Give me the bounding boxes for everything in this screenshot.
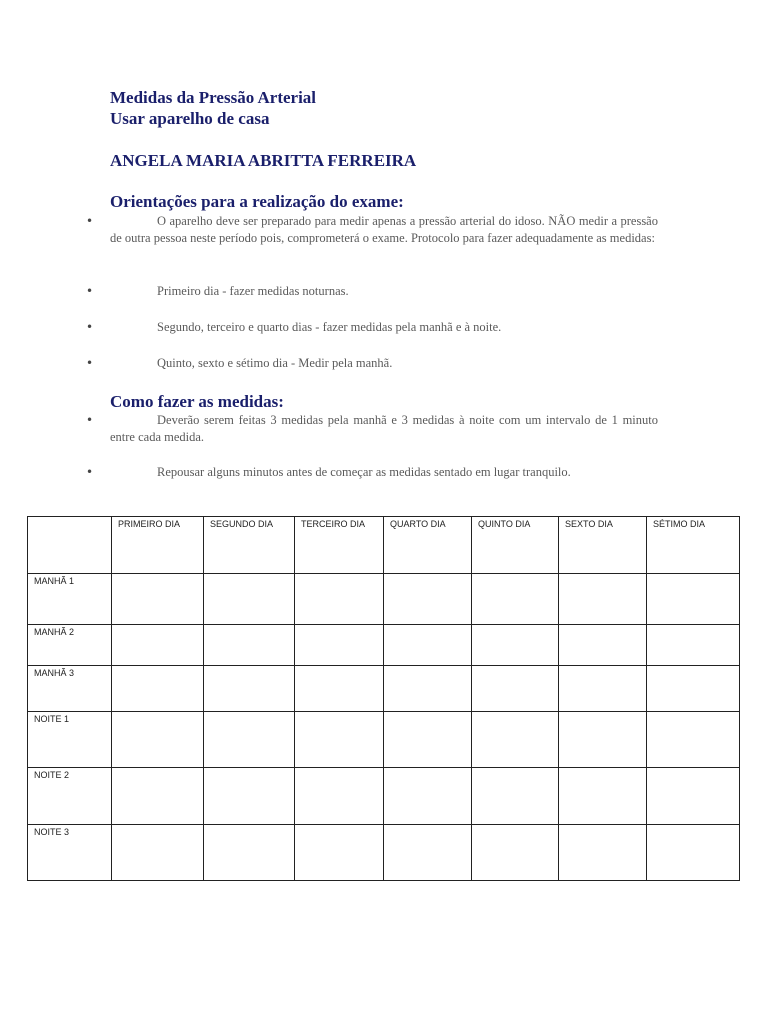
measurement-cell[interactable]: [472, 825, 559, 881]
measurement-cell[interactable]: [384, 768, 472, 825]
measurement-cell[interactable]: [472, 712, 559, 768]
measurement-cell[interactable]: [559, 712, 647, 768]
table-row: [28, 574, 740, 625]
column-header: SEXTO DIA: [559, 517, 647, 574]
column-header: PRIMEIRO DIA: [112, 517, 204, 574]
table-header-row: [28, 517, 740, 574]
row-label: MANHÃ 3: [28, 666, 112, 712]
row-label: NOITE 1: [28, 712, 112, 768]
row-label: NOITE 3: [28, 825, 112, 881]
row-label: MANHÃ 1: [28, 574, 112, 625]
measurement-cell[interactable]: [204, 666, 295, 712]
measurement-cell[interactable]: [559, 574, 647, 625]
measurement-cell[interactable]: [112, 712, 204, 768]
measurement-cell[interactable]: [204, 625, 295, 666]
bullet-text: Repousar alguns minutos antes de começar as medidas sentado em lugar tranquilo.: [157, 465, 571, 479]
measurement-cell[interactable]: [559, 768, 647, 825]
table-row: [28, 666, 740, 712]
measurement-cell[interactable]: [559, 825, 647, 881]
measurement-cell[interactable]: [295, 712, 384, 768]
measurement-cell[interactable]: [647, 666, 740, 712]
table-row: [28, 825, 740, 881]
bullet-icon: •: [86, 413, 94, 427]
measurement-cell[interactable]: [559, 666, 647, 712]
bullet-icon: •: [86, 356, 94, 370]
measurement-cell[interactable]: [384, 712, 472, 768]
measurement-cell[interactable]: [647, 768, 740, 825]
row-label: NOITE 2: [28, 768, 112, 825]
table-row: [28, 768, 740, 825]
bullet-text: Deverão serem feitas 3 medidas pela manhã e 3 medidas à noite com um intervalo de 1 minuto entre cada medida.: [110, 413, 658, 444]
measurement-cell[interactable]: [384, 666, 472, 712]
measurement-cell[interactable]: [647, 712, 740, 768]
table-row: [28, 625, 740, 666]
column-header: QUINTO DIA: [472, 517, 559, 574]
title-line-1: Medidas da Pressão Arterial: [110, 88, 317, 107]
table-row: [28, 712, 740, 768]
patient-name: ANGELA MARIA ABRITTA FERREIRA: [110, 151, 417, 170]
measurement-cell[interactable]: [384, 825, 472, 881]
measurement-cell[interactable]: [112, 574, 204, 625]
measurement-cell[interactable]: [112, 666, 204, 712]
measurement-cell[interactable]: [472, 574, 559, 625]
bullet-icon: •: [86, 214, 94, 228]
measurement-cell[interactable]: [647, 625, 740, 666]
measurement-cell[interactable]: [112, 625, 204, 666]
bullet-text: Segundo, terceiro e quarto dias - fazer medidas pela manhã e à noite.: [157, 320, 502, 334]
row-label: MANHÃ 2: [28, 625, 112, 666]
measurement-cell[interactable]: [204, 825, 295, 881]
column-header: TERCEIRO DIA: [295, 517, 384, 574]
measurement-cell[interactable]: [472, 625, 559, 666]
table-corner-cell: [28, 517, 112, 574]
bullet-icon: •: [86, 465, 94, 479]
bullet-text: Primeiro dia - fazer medidas noturnas.: [157, 284, 349, 298]
measurement-cell[interactable]: [295, 625, 384, 666]
measurement-cell[interactable]: [647, 825, 740, 881]
measurement-cell[interactable]: [204, 768, 295, 825]
bullet-text: Quinto, sexto e sétimo dia - Medir pela manhã.: [157, 356, 393, 370]
column-header: QUARTO DIA: [384, 517, 472, 574]
measurement-cell[interactable]: [647, 574, 740, 625]
title-line-2: Usar aparelho de casa: [110, 109, 270, 128]
blood-pressure-log-table: [27, 516, 740, 881]
measurement-cell[interactable]: [295, 574, 384, 625]
bullet-icon: •: [86, 284, 94, 298]
measurement-cell[interactable]: [472, 768, 559, 825]
measurement-cell[interactable]: [472, 666, 559, 712]
bullet-text: O aparelho deve ser preparado para medir apenas a pressão arterial do idoso. NÃO medir a pressão de outra pessoa neste período pois, comprometerá o exame. Protocolo para fazer adequadamente as medidas:: [110, 214, 658, 245]
measurement-cell[interactable]: [295, 825, 384, 881]
measurement-cell[interactable]: [112, 825, 204, 881]
measurement-cell[interactable]: [204, 574, 295, 625]
measurement-cell[interactable]: [204, 712, 295, 768]
measurement-cell[interactable]: [295, 666, 384, 712]
measurement-cell[interactable]: [384, 625, 472, 666]
bullet-icon: •: [86, 320, 94, 334]
section-como-fazer-heading: Como fazer as medidas:: [110, 392, 284, 411]
section-orientacoes-heading: Orientações para a realização do exame:: [110, 192, 404, 211]
measurement-cell[interactable]: [559, 625, 647, 666]
measurement-cell[interactable]: [384, 574, 472, 625]
column-header: SÉTIMO DIA: [647, 517, 740, 574]
measurement-cell[interactable]: [112, 768, 204, 825]
measurement-cell[interactable]: [295, 768, 384, 825]
column-header: SEGUNDO DIA: [204, 517, 295, 574]
